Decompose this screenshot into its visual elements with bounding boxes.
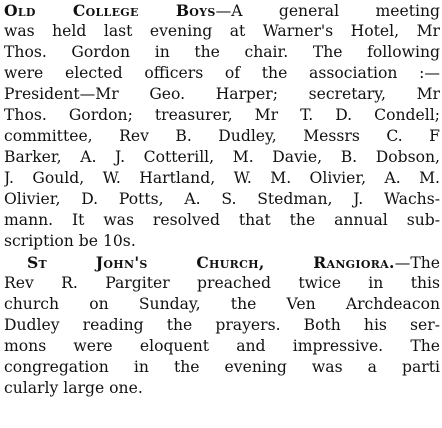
article-heading: Old College Boys <box>4 1 216 20</box>
article-text-line: Rev R. Pargiter preached twice in this <box>4 274 440 292</box>
article-text-line: church on Sunday, the Ven Archdeacon <box>4 295 440 313</box>
article-text-line: Thos. Gordon; treasurer, Mr T. D. Condell; <box>4 106 440 124</box>
article-text-line: Olivier, D. Potts, A. S. Stedman, J. Wachs- <box>4 190 440 208</box>
article-text-line: committee, Rev B. Dudley, Messrs C. F <box>4 127 440 145</box>
article-text-line: mann. It was resolved that the annual sub- <box>4 211 440 229</box>
article-heading: St John's Church, Rangiora. <box>27 253 395 272</box>
article-text-line: Barker, A. J. Cotterill, M. Davie, B. Dobson, <box>4 148 440 166</box>
article-st-johns-line-1 <box>27 252 440 274</box>
article-text-line: cularly large one. <box>4 379 143 397</box>
article-text: —The <box>394 254 440 272</box>
article-text-line: scription be 10s. <box>4 232 136 250</box>
article-text-line: Thos. Gordon in the chair. The following <box>4 43 440 61</box>
article-text-line: J. Gould, W. Hartland, W. M. Olivier, A. M. <box>4 169 440 187</box>
article-text-line: were elected officers of the association :— <box>4 64 440 82</box>
article-text-line: President—Mr Geo. Harper; secretary, Mr <box>4 85 440 103</box>
article-text-line: Dudley reading the prayers. Both his ser- <box>4 316 440 334</box>
article-text-line: was held last evening at Warner's Hotel, Mr <box>4 22 440 40</box>
article-text: —A general meeting <box>215 2 440 20</box>
article-text-line: mons were eloquent and impressive. The <box>4 337 440 355</box>
article-text-line: congregation in the evening was a parti <box>4 358 440 376</box>
article-old-college-boys-line-1 <box>4 0 440 22</box>
